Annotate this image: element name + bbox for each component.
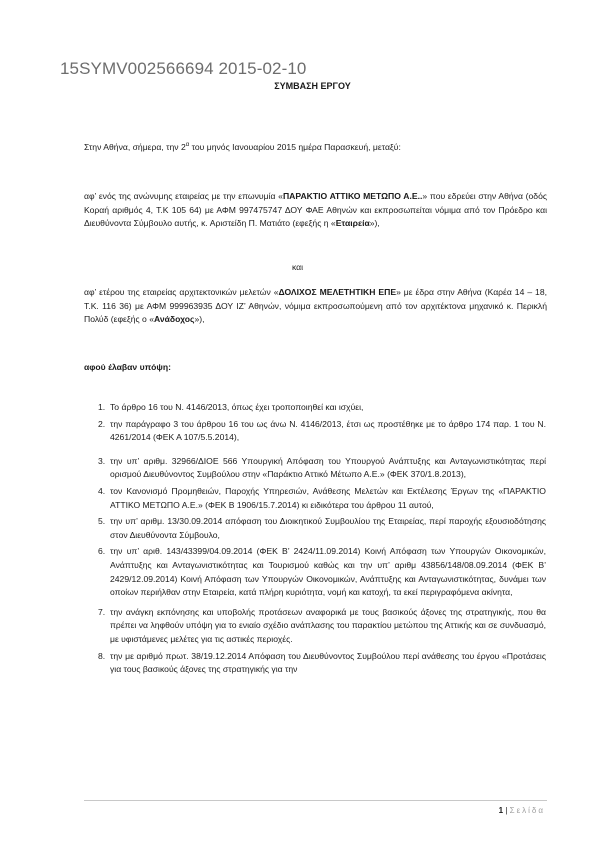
document-stamp: 15SYMV002566694 2015-02-10 [60,59,307,78]
list-item [86,606,546,647]
list-item-text: την υπ’ αριθμ. 13/30.09.2014 απόφαση του Διοικητικού Συμβουλίου της Εταιρείας, περί παροχής εξουσιοδότησης στον Διευθύνοντα Σύμβουλο, [110,516,546,540]
list-item-number: 6. [98,546,106,557]
party1-pre: αφ’ ενός της ανώνυμης εταιρείας με την επωνυμία « [84,191,283,201]
intro-superscript: α [185,142,190,149]
footer-separator: | [503,806,510,815]
party1-paragraph [84,190,547,231]
and-word: και [291,262,304,272]
party2-paragraph [84,286,547,327]
considerations-list [86,401,546,680]
party2-role: Ανάδοχος [153,314,195,325]
list-item-number: 8. [98,650,106,661]
list-item [86,485,546,512]
footer-divider [84,800,547,801]
section-heading: αφού έλαβαν υπόψη: [84,362,172,372]
page-number: 1 [498,806,504,815]
party1-details: » που εδρεύει στην Αθήνα (οδός Κοραή αριθμός 4, Τ.Κ 105 64) με ΑΦΜ 997475747 ΔΟΥ ΦΑΕ Αθηνών και εκπροσωπείται νόμιμα από τον Πρόεδρο και Διευθύνοντα Σύμβουλο αυτής, κ. Αριστείδη Π. Ματιάτο (εφεξής η « [84,191,547,229]
list-item [86,650,546,677]
list-item-text: την ανάγκη εκπόνησης και υποβολής προτάσεων αναφορικά με τους βασικούς άξονες της στρατηγικής, που θα πρέπει να ληφθούν υπόψη για το ενιαίο σχέδιο ανάπλασης του παρακτίου μετώπου της Αττικής και σε συνδυασμό, με υφιστάμενες μελέτες για τις αστικές περιοχές. [110,606,546,644]
list-item-number: 7. [98,606,106,617]
list-item [86,515,546,542]
list-item [86,401,546,415]
document-title: ΣΥΜΒΑΣΗ ΕΡΓΟΥ [274,81,351,91]
intro-text: Στην Αθήνα, σήμερα, την 2 [84,142,186,152]
list-item [86,545,546,599]
list-item-number: 4. [98,485,106,496]
list-item-text: την με αριθμό πρωτ. 38/19.12.2014 Απόφαση του Διευθύνοντος Συμβούλου περί ανάθεσης του έργου «Προτάσεις για τους βασικούς άξονες της στρατηγικής για την [110,650,546,675]
list-item [86,418,546,445]
party2-details: » με έδρα στην Αθήνα (Καρέα 14 – 18, Τ.Κ. 116 36) με ΑΦΜ 999963935 ΔΟΥ ΙΖ’ Αθηνών, νόμιμα εκπροσωπούμενη από τον αρχιτέκτονα μηχανικό κ. Περικλή Πολύδ (εφεξής ο « [84,287,547,325]
party2-pre: αφ’ ετέρου της εταιρείας αρχιτεκτονικών μελετών « [84,287,279,297]
party1-end: »), [369,218,380,229]
list-item-text: την παράγραφο 3 του άρθρου 16 του ως άνω Ν. 4146/2013, έτσι ως προστέθηκε με το άρθρο 174 παρ. 1 του Ν. 4261/2014 (ΦΕΚ Α 107/5.5.2014), [110,418,546,443]
page-label: Σελίδα [509,806,545,815]
list-item-number: 1. [98,402,106,412]
list-item-text: Το άρθρο 16 του Ν. 4146/2013, όπως έχει τροποποιηθεί και ισχύει, [110,402,364,412]
page-footer [499,806,545,815]
intro-text-end: του μηνός Ιανουαρίου 2015 ημέρα Παρασκευή, μεταξύ: [189,142,401,152]
list-item-number: 5. [98,516,106,527]
list-item-text: την υπ’ αριθμ. 32966/ΔΙΟΕ 566 Υπουργική Απόφαση του Υπουργού Ανάπτυξης και Ανταγωνιστικότητας περί ορισμού Διευθύνοντος Συμβούλου στην «Παράκτιο Αττικό Μέτωπο Α.Ε.» (ΦΕΚ 370/1.8.2013), [110,455,546,480]
list-item-number: 3. [98,455,106,466]
list-item-text: τον Κανονισμό Προμηθειών, Παροχής Υπηρεσιών, Ανάθεσης Μελετών και Εκτέλεσης Έργων της «ΠΑΡΑΚΤΙΟ ΑΤΤΙΚΟ ΜΕΤΩΠΟ Α.Ε.» (ΦΕΚ Β 1906/15.7.2014) κι ειδικότερα του άρθρου 11 αυτού, [110,485,546,510]
party2-name: ΔΟΛΙΧΟΣ ΜΕΛΕΤΗΤΙΚΗ ΕΠΕ [278,287,397,297]
list-item-text: την υπ’ αριθ. 143/43399/04.09.2014 (ΦΕΚ Β’ 2424/11.09.2014) Κοινή Απόφαση των Υπουργών Οικονομικών, Ανάπτυξης και Ανταγωνιστικότητας και Τουρισμού καθώς και την υπ’ αριθμ 43856/148/08.09.2014 (ΦΕΚ Β’ 2429/12.09.2014) Κοινή Απόφαση των Υπουργών Οικονομικών, Ανάπτυξης και Ανταγωνιστικότητας, δυνάμει των οποίων περιήλθαν στην Εταιρεία, κατά πλήρη κυριότητα, νομή και κατοχή, τα εκεί περιγραφόμενα ακίνητα, [110,546,546,598]
list-item [86,455,546,482]
intro-paragraph [84,141,547,155]
party2-end: »), [194,314,205,325]
party1-name: ΠΑΡΑΚΤΙΟ ΑΤΤΙΚΟ ΜΕΤΩΠΟ Α.Ε.. [282,191,423,201]
party1-role: Εταιρεία [335,218,370,229]
list-item-number: 2. [98,418,106,429]
